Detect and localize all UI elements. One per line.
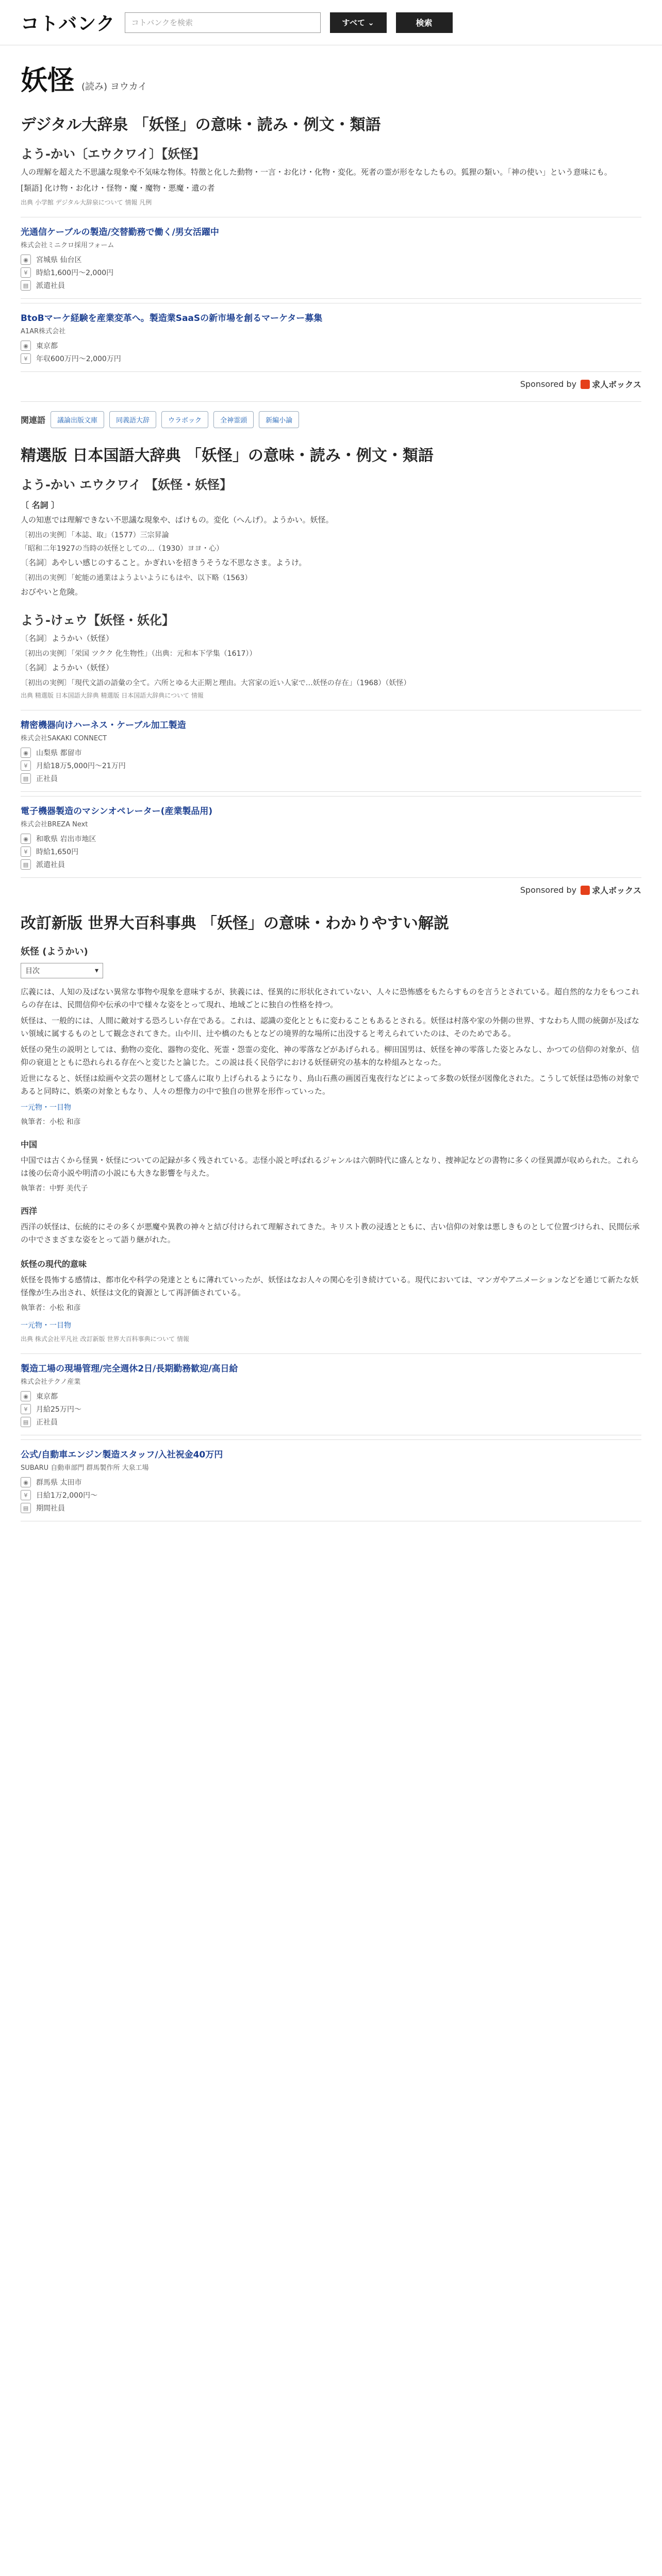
nihon-def: 〔名詞〕ようかい（妖怪） — [21, 634, 114, 643]
chevron-down-icon: ▾ — [94, 967, 98, 975]
sponsored-by — [21, 884, 641, 896]
site-header — [0, 0, 662, 45]
modern-author: 執筆者：小松 和彦 — [21, 1304, 81, 1312]
related-chip[interactable]: 議論出版文庫 — [51, 411, 104, 428]
word-headword: 妖怪 — [21, 65, 75, 96]
job-ad-type-text: 正社員 — [36, 1418, 58, 1427]
briefcase-icon: ▤ — [21, 1417, 31, 1427]
heibon-paragraph: 妖怪は、一般的には、人間に敵対する恐ろしい存在である。これは、認識の変化とともに変わることもあるとされる。妖怪は村落や家の外側の世界、すなわち人間の統御が及ばない領域に属するものとして観念されてきた。山や川、辻や橋のたもとなどの境界的な場所に出没すると考えられていたのは、そのためである。 — [21, 1016, 640, 1038]
job-ad-salary — [21, 760, 641, 771]
yen-icon: ¥ — [21, 760, 31, 771]
related-words — [21, 401, 641, 428]
site-logo[interactable]: コトバンク — [21, 13, 115, 35]
job-ad-location — [21, 748, 641, 758]
main-content — [0, 45, 662, 1521]
job-ad[interactable] — [21, 217, 641, 299]
map-pin-icon: ◉ — [21, 1391, 31, 1401]
search-button[interactable]: 検索 — [396, 12, 453, 33]
job-ad-title[interactable]: 公式/自動車エンジン製造スタッフ/入社祝金40万円 — [21, 1450, 223, 1460]
job-ad-title[interactable]: 製造工場の現場管理/完全週休2日/長期勤務歓迎/高日給 — [21, 1364, 238, 1374]
job-ad-type-text: 派遣社員 — [36, 861, 65, 869]
job-ad-type — [21, 859, 641, 870]
briefcase-icon: ▤ — [21, 773, 31, 784]
job-ad-location — [21, 834, 641, 844]
daijisen-synonyms: [類語] 化け物・お化け・怪物・魔・魔物・悪魔・遺の者 — [21, 183, 215, 193]
word-reading: (読み) ヨウカイ — [81, 81, 147, 92]
job-ad[interactable] — [21, 303, 641, 372]
west-heading: 西洋 — [21, 1206, 38, 1216]
part-of-speech: 〔 名詞 〕 — [21, 500, 60, 510]
heibon-paragraph: 近世になると、妖怪は絵画や文芸の題材として盛んに取り上げられるようになり、鳥山石燕の画図百鬼夜行などによって多数の妖怪が図像化された。こうして妖怪は恐怖の対象であると同時に、娯楽の対象ともなり、人々の想像力の中で独自の世界を形作っていった。 — [21, 1074, 640, 1096]
job-ad-salary-text: 月給18万5,000円〜21万円 — [36, 762, 126, 770]
map-pin-icon: ◉ — [21, 341, 31, 351]
job-ad-salary — [21, 1404, 641, 1414]
heibon-author: 執筆者：小松 和彦 — [21, 1118, 81, 1126]
job-ad-type — [21, 773, 641, 784]
yen-icon: ¥ — [21, 267, 31, 278]
job-ad-salary — [21, 353, 641, 364]
job-ad-title[interactable]: 電子機器製造のマシンオペレーター(産業製品用) — [21, 806, 213, 817]
sponsor-logo[interactable] — [581, 884, 641, 896]
daijisen-definition: 人の理解を超えた不思議な現象や不気味な物体。特徴と化した動物・一言・お化け・化物・変化。死者の霊が形をなしたもの。狐狸の類い。「神の使い」という意味にも。 — [21, 167, 612, 177]
job-ad-company: 株式会社ミニクロ採用フォーム — [21, 242, 114, 249]
map-pin-icon: ◉ — [21, 1477, 31, 1487]
job-ad-location-text: 東京都 — [36, 1393, 58, 1401]
job-ad-company: 株式会社SAKAKI CONNECT — [21, 735, 107, 742]
sponsor-logo[interactable] — [581, 378, 641, 390]
job-ad-salary-text: 日給1万2,000円〜 — [36, 1492, 97, 1500]
nihon-entry-head: よう‐かい エウクワイ 【妖怪・妖怪】 — [21, 478, 232, 492]
job-ad-type — [21, 1503, 641, 1513]
nihon-def: 人の知恵では理解できない不思議な現象や、ばけもの。変化（へんげ）。ようかい。妖怪。 — [21, 515, 334, 524]
nihon-entry-head-2: よう‐けェウ【妖怪・妖化】 — [21, 613, 174, 628]
map-pin-icon: ◉ — [21, 748, 31, 758]
yen-icon: ¥ — [21, 846, 31, 857]
nihon-note: 〔初出の実例〕「現代文語の語彙の全て。六所とゆる大正期と理由。大宮家の近い人家で…妖怪の存在」（1968）（妖怪） — [21, 679, 411, 687]
nihon-note: 〔初出の実例〕「蛇能の通業はようよいようにもはや、以下略（1563） — [21, 574, 252, 582]
related-label: 関連語 — [21, 415, 46, 425]
job-ad[interactable] — [21, 710, 641, 792]
job-ad[interactable] — [21, 1353, 641, 1435]
map-pin-icon: ◉ — [21, 834, 31, 844]
nihon-note: 〔初出の実例〕「栄国 ツクク 化生物性」（出典：元和本下学集（1617）） — [21, 650, 257, 658]
job-ad-location-text: 和歌県 岩出市地区 — [36, 835, 96, 843]
job-ad-type — [21, 1417, 641, 1427]
nihon-def: 〔名詞〕ようかい（妖怪） — [21, 663, 114, 672]
search-input[interactable]: コトバンクを検索 — [125, 12, 321, 33]
job-ad-location-text: 東京都 — [36, 342, 58, 350]
modern-paragraph: 妖怪を畏怖する感情は、都市化や科学の発達とともに薄れていったが、妖怪はなお人々の関心を引き続けている。現代においては、マンガやアニメーションなどを通じて新たな妖怪像が生み出され、妖怪は文化的資源として再評価されている。 — [21, 1275, 639, 1297]
job-ad-company: A1AR株式会社 — [21, 328, 66, 335]
job-ad-location — [21, 341, 641, 351]
job-ad[interactable] — [21, 1439, 641, 1521]
west-paragraph: 西洋の妖怪は、伝統的にその多くが悪魔や異教の神々と結び付けられて理解されてきた。キリスト教の浸透とともに、古い信仰の対象は悪しきものとして位置づけられ、民間伝承の中でさまざまな姿をとって語り継がれた。 — [21, 1222, 640, 1244]
briefcase-icon: ▤ — [21, 1503, 31, 1513]
job-ad-salary — [21, 267, 641, 278]
sponsor-mark-icon — [581, 886, 590, 895]
job-ad-location — [21, 255, 641, 265]
sponsored-label: Sponsored by — [520, 379, 577, 389]
sponsor-brand: 求人ボックス — [592, 380, 641, 389]
daijisen-section-title: デジタル大辞泉 「妖怪」の意味・読み・例文・類語 — [21, 116, 381, 134]
sponsored-by — [21, 378, 641, 390]
briefcase-icon: ▤ — [21, 280, 31, 291]
nihon-note: 「昭和二年1927の当時の妖怪としての…（1930）ヨヨ・心） — [21, 545, 224, 553]
job-ad-salary-text: 時給1,600円〜2,000円 — [36, 269, 114, 277]
related-chip[interactable]: 同義語大辞 — [109, 411, 156, 428]
sponsor-brand: 求人ボックス — [592, 886, 641, 895]
related-chip[interactable]: 新編小論 — [259, 411, 299, 428]
heibon-paragraph: 広義には、人知の及ばない異常な事物や現象を意味するが、狭義には、怪異的に形状化されていない、人々に恐怖感をもたらすものを言うとされている。超自然的な力をもつこれらの存在は、民間信仰や伝承の中で様々な姿をとって現れ、地域ごとに独自の性格を持つ。 — [21, 987, 640, 1009]
search-scope-select[interactable]: すべて ⌄ — [330, 12, 387, 33]
job-ad-salary-text: 年収600万円〜2,000万円 — [36, 355, 121, 363]
china-author: 執筆者：中野 美代子 — [21, 1184, 88, 1193]
job-ad-salary — [21, 1490, 641, 1500]
heibon-links[interactable]: 一元物・一目物 — [21, 1104, 71, 1112]
job-ad-location-text: 群馬県 太田市 — [36, 1479, 82, 1487]
sponsored-label: Sponsored by — [520, 885, 577, 895]
job-ad-company: 株式会社テクノ産業 — [21, 1378, 81, 1386]
nihon-section-title: 精選版 日本国語大辞典 「妖怪」の意味・読み・例文・類語 — [21, 447, 434, 465]
job-ad-location — [21, 1477, 641, 1487]
job-ad-type-text: 期間社員 — [36, 1504, 65, 1513]
modern-heading: 妖怪の現代的意味 — [21, 1259, 87, 1269]
job-ad-location-text: 山梨県 都留市 — [36, 749, 82, 757]
job-ad-title[interactable]: 精密機器向けハーネス・ケーブル加工製造 — [21, 720, 186, 731]
job-ad-location-text: 宮城県 仙台区 — [36, 256, 82, 264]
job-ad-salary — [21, 846, 641, 857]
toc-select[interactable] — [21, 963, 103, 978]
briefcase-icon: ▤ — [21, 859, 31, 870]
yen-icon: ¥ — [21, 1490, 31, 1500]
job-ad-company: 株式会社BREZA Next — [21, 821, 88, 828]
related-chip[interactable]: 全神霊頭 — [213, 411, 254, 428]
nihon-source: 出典 精選版 日本国語大辞典 精選版 日本国語大辞典について 情報 — [21, 692, 204, 699]
china-heading: 中国 — [21, 1140, 38, 1149]
job-ad-type — [21, 280, 641, 291]
sponsor-mark-icon — [581, 380, 590, 389]
nihon-note: 〔初出の実例〕「本誌、取」（1577）三宗昇論 — [21, 531, 169, 539]
job-ad-type-text: 派遣社員 — [36, 282, 65, 290]
heibon-entry-head: 妖怪 (ようかい) — [21, 946, 88, 957]
nihon-def: 〔名詞〕あやしい感じのすること。かぎれいを招きうそうな不思なさま。ようけ。 — [21, 558, 307, 567]
heibon-links-2[interactable]: 一元物・一目物 — [21, 1321, 71, 1330]
job-ad-salary-text: 月給25万円〜 — [36, 1405, 81, 1414]
daijisen-source: 出典 小学館 デジタル大辞泉について 情報 凡例 — [21, 199, 152, 206]
page-title — [21, 59, 641, 97]
job-ad-location — [21, 1391, 641, 1401]
yen-icon: ¥ — [21, 353, 31, 364]
heibon-paragraph: 妖怪の発生の説明としては、動物の変化、器物の変化、死霊・怨霊の変化、神の零落などがあげられる。柳田国男は、妖怪を神の零落した姿とみなし、かつての信仰の対象が、信仰の衰退とともに恐れられる存在へと変じたと論じた。この説は長く民俗学における妖怪研究の基本的な枠組みとなった。 — [21, 1045, 640, 1067]
heibon-section-title: 改訂新版 世界大百科事典 「妖怪」の意味・わかりやすい解説 — [21, 914, 449, 933]
toc-label: 目次 — [25, 967, 40, 975]
heibon-source: 出典 株式会社平凡社 改訂新版 世界大百科事典について 情報 — [21, 1335, 190, 1343]
nihon-def: おびやいと危険。 — [21, 587, 83, 597]
daijisen-entry-head: よう‐かい〔エウクワイ〕【妖怪】 — [21, 147, 205, 161]
related-chip[interactable]: ウラボック — [161, 411, 208, 428]
job-ad-title[interactable]: 光通信ケーブルの製造/交替勤務で働く/男女活躍中 — [21, 227, 219, 238]
job-ad[interactable] — [21, 796, 641, 878]
yen-icon: ¥ — [21, 1404, 31, 1414]
china-paragraph: 中国では古くから怪異・妖怪についての記録が多く残されている。志怪小説と呼ばれるジャンルは六朝時代に盛んとなり、捜神記などの書物に多くの怪異譚が収められた。これらは後の伝奇小説や明清の小説にも大きな影響を与えた。 — [21, 1156, 639, 1178]
job-ad-salary-text: 時給1,650円 — [36, 848, 79, 856]
job-ad-title[interactable]: BtoBマーケ経験を産業変革へ。製造業SaaSの新市場を創るマーケター募集 — [21, 313, 323, 324]
map-pin-icon: ◉ — [21, 255, 31, 265]
job-ad-type-text: 正社員 — [36, 775, 58, 783]
job-ad-company: SUBARU 自動車部門 群馬製作所 大泉工場 — [21, 1464, 149, 1472]
